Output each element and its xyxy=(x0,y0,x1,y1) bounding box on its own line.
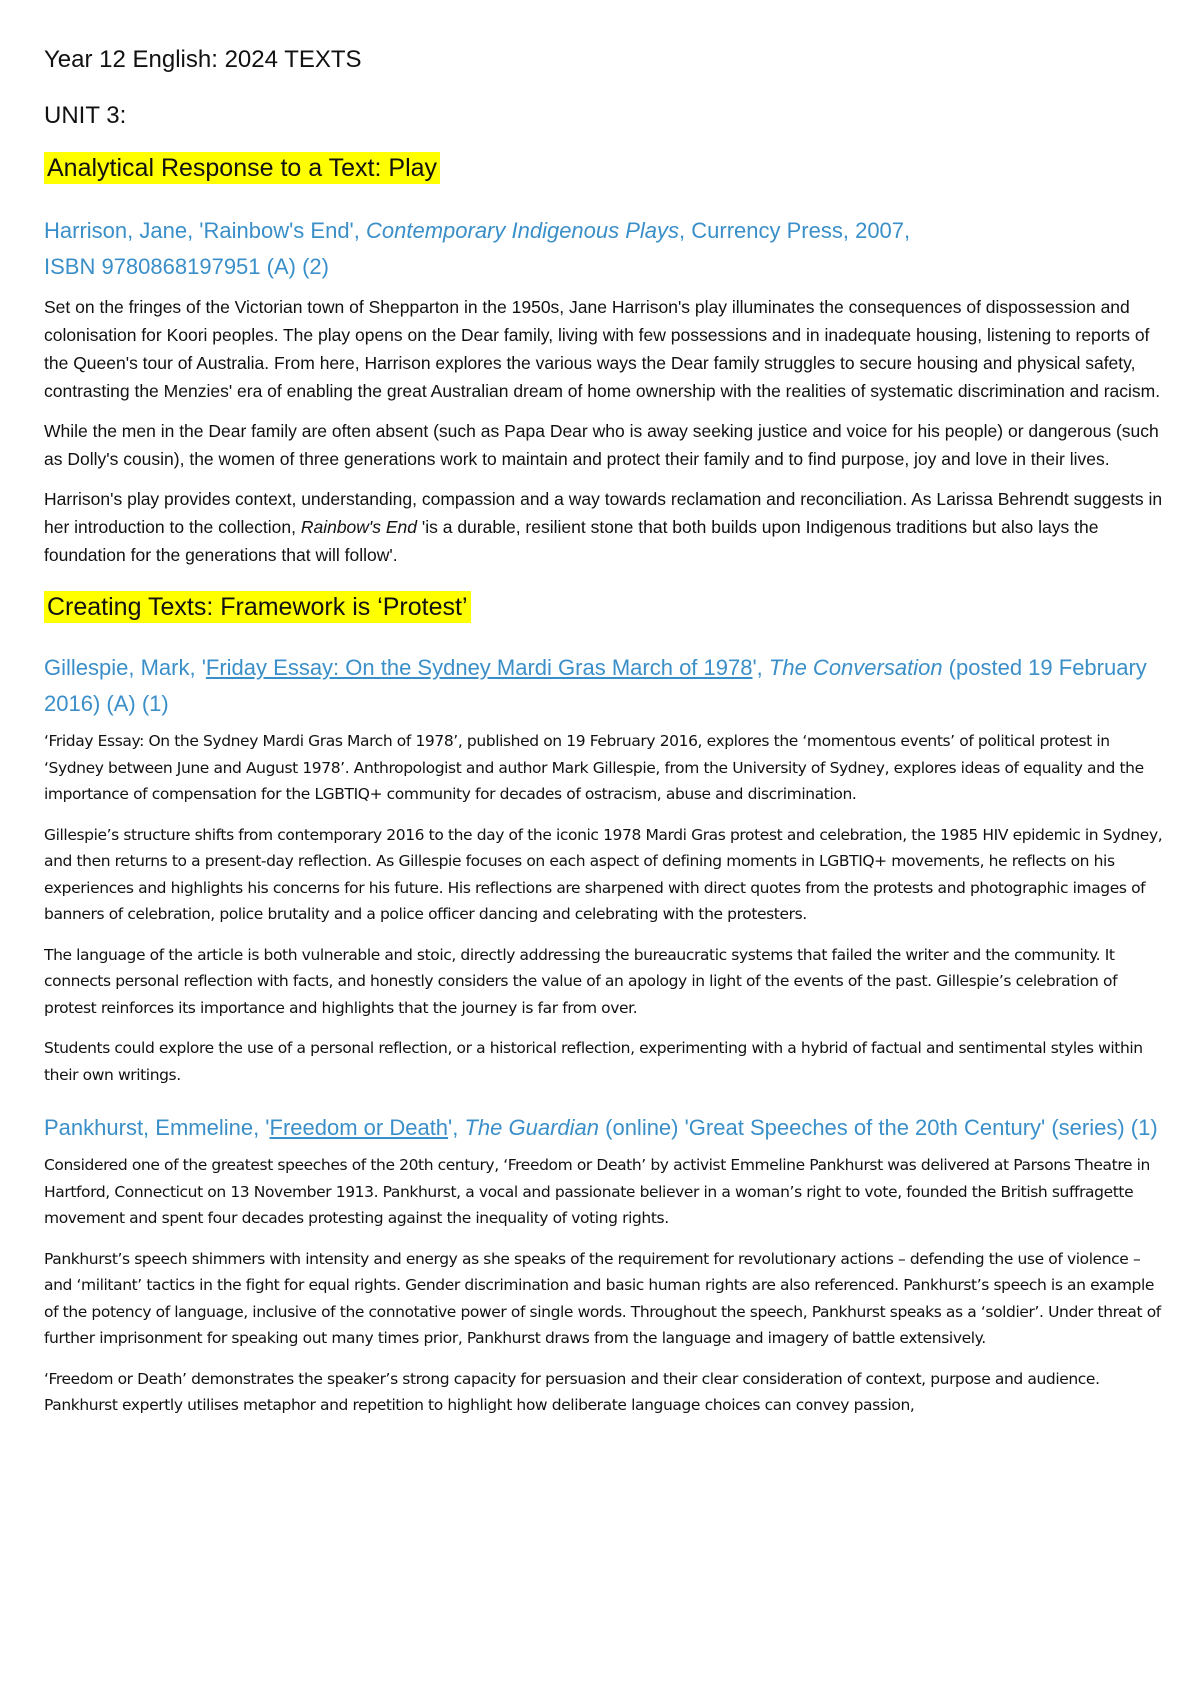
document-page xyxy=(44,42,1164,1433)
entry-citation: Harrison, Jane, 'Rainbow's End', Contemporary Indigenous Plays, Currency Press, 2007, xyxy=(44,218,911,243)
entry-citation: Gillespie, Mark, 'Friday Essay: On the Sydney Mardi Gras March of 1978', The Conversation (posted 19 February 2016) (A) (1) xyxy=(44,655,1147,716)
text-entry-rainbows-end xyxy=(44,213,1164,285)
paragraph: Pankhurst’s speech shimmers with intensity and energy as she speaks of the requirement for revolutionary actions – defending the use of violence – and ‘militant’ tactics in the fight for equal rights. Gender discrimination and basic human rights are also referenced. Pankhurst’s speech is an example of the potency of language, inclusive of the connotative power of single words. Throughout the speech, Pankhurst speaks as a ‘soldier’. Under threat of further imprisonment for speaking out many times prior, Pankhurst draws from the language and imagery of battle extensively. xyxy=(44,1249,1161,1347)
paragraph: The language of the article is both vulnerable and stoic, directly addressing the bureaucratic systems that failed the writer and the community. It connects personal reflection with facts, and honestly considers the value of an apology in light of the events of the past. Gillespie’s celebration of protest reinforces its importance and highlights that the journey is far from over. xyxy=(44,945,1118,1017)
unit-heading: UNIT 3: xyxy=(44,102,127,129)
paragraph: ‘Freedom or Death’ demonstrates the speaker’s strong capacity for persuasion and their clear consideration of context, purpose and audience. Pankhurst expertly utilises metaphor and repetition to highlight how deliberate language choices can convey passion, xyxy=(44,1369,1100,1414)
paragraph: Set on the fringes of the Victorian town of Shepparton in the 1950s, Jane Harrison's play illuminates the consequences of dispossession and colonisation for Koori peoples. The play opens on the Dear family, living with few possessions and in inadequate housing, listening to reports of the Queen's tour of Australia. From here, Harrison explores the various ways the Dear family struggles to secure housing and physical safety, contrasting the Menzies' era of enabling the great Australian dream of home ownership with the realities of systematic discrimination and racism. xyxy=(44,297,1161,401)
paragraph: While the men in the Dear family are often absent (such as Papa Dear who is away seeking justice and voice for his people) or dangerous (such as Dolly's cousin), the women of three generations work to maintain and protect their family and to find purpose, joy and love in their lives. xyxy=(44,421,1159,469)
entry-isbn: ISBN 9780868197951 (A) (2) xyxy=(44,254,329,279)
entry-work-title: Contemporary Indigenous Plays xyxy=(365,218,680,243)
text-entry-gillespie xyxy=(44,650,1164,722)
freedom-or-death-link[interactable]: Freedom or Death xyxy=(269,1115,449,1140)
section-heading-play: Analytical Response to a Text: Play xyxy=(44,152,440,184)
section-heading-wrapper xyxy=(44,154,1164,183)
section-heading-wrapper xyxy=(44,593,1164,622)
document-title: Year 12 English: 2024 TEXTS xyxy=(44,46,362,73)
text-entry-pankhurst xyxy=(44,1110,1164,1146)
section-heading-protest: Creating Texts: Framework is ‘Protest’ xyxy=(44,591,471,623)
paragraph: Considered one of the greatest speeches of the 20th century, ‘Freedom or Death’ by activist Emmeline Pankhurst was delivered at Parsons Theatre in Hartford, Connecticut on 13 November 1913. Pankhurst, a vocal and passionate believer in a woman’s right to vote, founded the British suffragette movement and spent four decades protesting against the inequality of voting rights. xyxy=(44,1156,1150,1227)
entry-work-title: The Conversation xyxy=(768,655,943,680)
italic-title: Rainbow's End xyxy=(300,517,418,537)
paragraph: Gillespie’s structure shifts from contemporary 2016 to the day of the iconic 1978 Mardi Gras protest and celebration, the 1985 HIV epidemic in Sydney, and then returns to a present-day reflection. As Gillespie focuses on each aspect of defining moments in LGBTIQ+ movements, he reflects on his experiences and highlights his concerns for his future. His reflections are sharpened with direct quotes from the protests and photographic images of banners of celebration, police brutality and a police officer dancing and celebrating with the protesters. xyxy=(44,825,1163,923)
entry-work-title: The Guardian xyxy=(464,1115,600,1140)
paragraph: Harrison's play provides context, understanding, compassion and a way towards reclamation and reconciliation. As Larissa Behrendt suggests in her introduction to the collection, Rainbow's End 'is a durable, resilient stone that both builds upon Indigenous traditions but also lays the foundation for the generations that will follow'. xyxy=(44,489,1163,565)
entry-citation: Pankhurst, Emmeline, 'Freedom or Death', The Guardian (online) 'Great Speeches of the 20th Century' (series) (1) xyxy=(44,1115,1158,1140)
friday-essay-link[interactable]: Friday Essay: On the Sydney Mardi Gras March of 1978 xyxy=(205,655,753,680)
paragraph: ‘Friday Essay: On the Sydney Mardi Gras March of 1978’, published on 19 February 2016, explores the ‘momentous events’ of political protest in ‘Sydney between June and August 1978’. Anthropologist and author Mark Gillespie, from the University of Sydney, explores ideas of equality and the importance of compensation for the LGBTIQ+ community for decades of ostracism, abuse and discrimination. xyxy=(44,732,1144,803)
paragraph: Students could explore the use of a personal reflection, or a historical reflection, experimenting with a hybrid of factual and sentimental styles within their own writings. xyxy=(44,1039,1143,1084)
